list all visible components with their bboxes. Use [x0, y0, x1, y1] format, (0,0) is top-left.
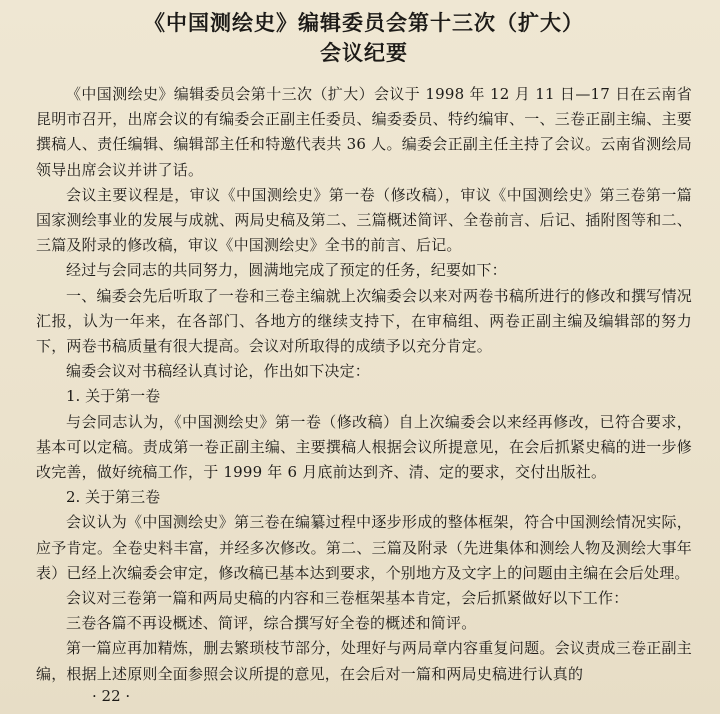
paragraph-volume-one: 与会同志认为，《中国测绘史》第一卷（修改稿）自上次编委会以来经再修改，已符合要求，基本可以定稿。责成第一卷正副主编、主要撰稿人根据会议所提意见，在会后抓紧史稿的进一步修改完善，做好统稿工作，于 1999 年 6 月底前达到齐、清、定的要求，交付出版社。	[36, 412, 692, 482]
paragraph-decisions-intro: 编委会议对书稿经认真讨论，作出如下决定：	[66, 362, 371, 381]
heading-volume-three: 2. 关于第三卷	[66, 488, 161, 507]
paragraph-section-one: 一、编委会先后听取了一卷和三卷主编就上次编委会以来对两卷书稿所进行的修改和撰写情况汇报，认为一年来，在各部门、各地方的继续支持下，在审稿组、两卷正副主编及编辑部的努力下，两卷书稿质量有很大提高。会议对所取得的成绩予以充分肯定。	[36, 286, 692, 356]
paragraph-overview-note: 三卷各篇不再设概述、简评，综合撰写好全卷的概述和简评。	[66, 614, 477, 633]
paragraph-first-section-note: 第一篇应再加精炼，删去繁琐枝节部分，处理好与两局章内容重复问题。会议责成三卷正副主编，根据上述原则全面参照会议所提的意见，在会后对一篇和两局史稿进行认真的	[36, 639, 692, 683]
paragraph-volume-three: 会议认为《中国测绘史》第三卷在编纂过程中逐步形成的整体框架，符合中国测绘情况实际，应予肯定。全卷史料丰富，并经多次修改。第二、三篇及附录（先进集体和测绘人物及测绘大事年表）已经上次编委会审定，修改稿已基本达到要求，个别地方及文字上的问题由主编在会后处理。	[36, 513, 692, 582]
paragraph-meeting-info: 《中国测绘史》编辑委员会第十三次（扩大）会议于 1998 年 12 月 11 日—17 日在云南省昆明市召开，出席会议的有编委会正副主任委员、编委委员、特约编审、一、三卷正副主编、主要撰稿人、责任编辑、编辑部主任和特邀代表共 36 人。编委会正副主任主持了会议。云南省测绘局领导出席会议并讲了话。	[36, 85, 692, 179]
paragraph-followup-work: 会议对三卷第一篇和两局史稿的内容和三卷框架基本肯定，会后抓紧做好以下工作：	[66, 589, 629, 608]
document-title-line2: 会议纪要	[320, 41, 408, 65]
document-title-line1: 《中国测绘史》编辑委员会第十三次（扩大）	[144, 11, 584, 35]
heading-volume-one: 1. 关于第一卷	[66, 387, 161, 406]
paragraph-summary-intro: 经过与会同志的共同努力，圆满地完成了预定的任务，纪要如下：	[66, 261, 507, 280]
paragraph-agenda: 会议主要议程是，审议《中国测绘史》第一卷（修改稿），审议《中国测绘史》第三卷第一篇国家测绘事业的发展与成就、两局史稿及第二、三篇概述简评、全卷前言、后记、插附图等和二、三篇及附录的修改稿，审议《中国测绘史》全书的前言、后记。	[36, 185, 692, 255]
page-number: · 22 ·	[92, 687, 131, 705]
